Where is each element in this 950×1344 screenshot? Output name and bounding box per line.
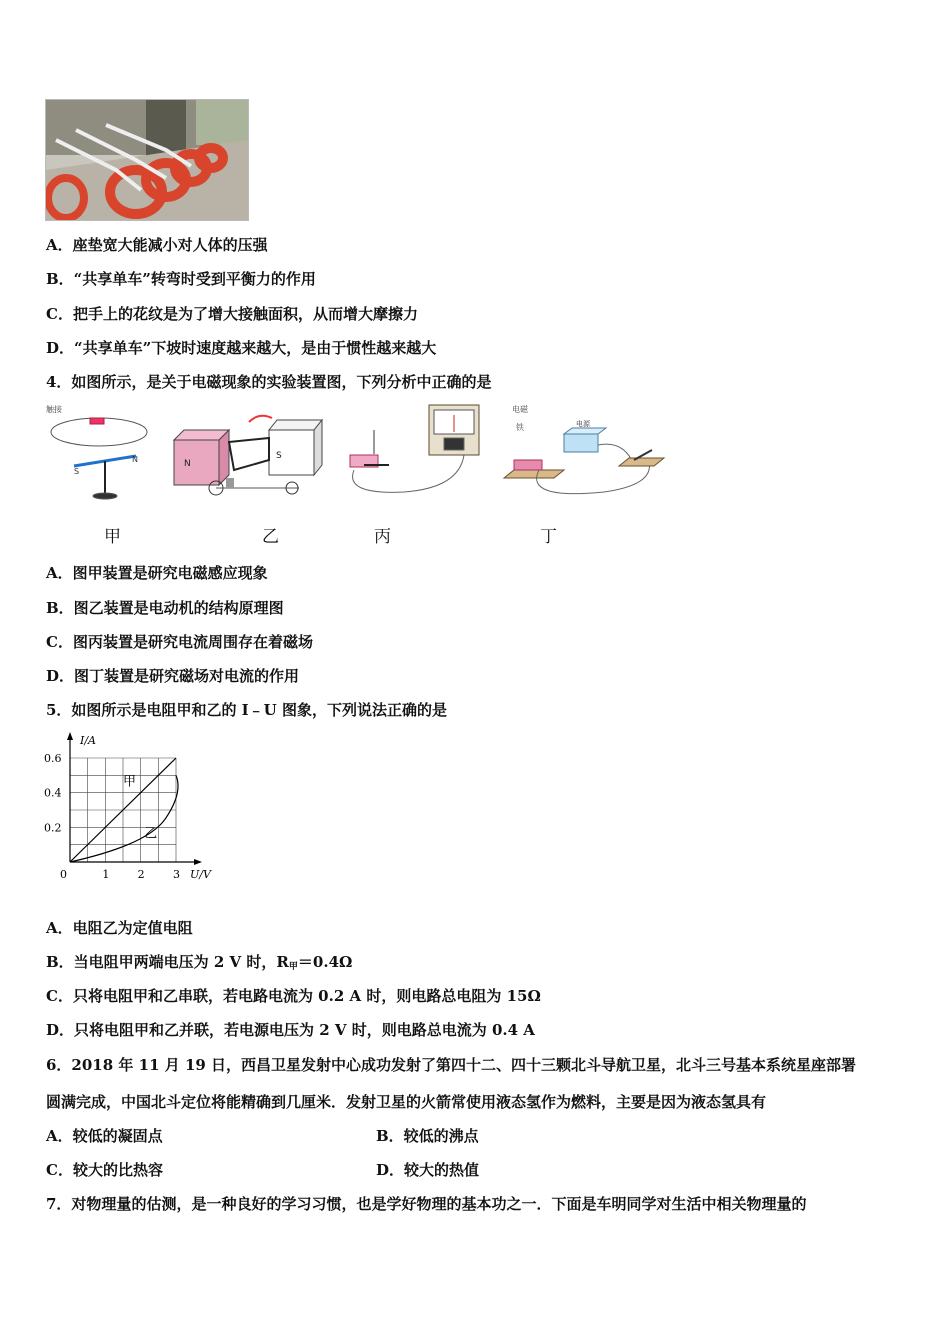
y-tick-label: 0.4	[44, 786, 62, 800]
q5-option-b-pre: B．当电阻甲两端电压为 2 V 时，R	[46, 953, 289, 971]
jia-s-label: S	[74, 467, 80, 476]
figure-ding	[504, 404, 664, 494]
figure-bing	[350, 405, 479, 492]
q6-stem-line1: 6．2018 年 11 月 19 日，西昌卫星发射中心成功发射了第四十二、四十三颗北斗导航卫星，北斗三号基本系统星座部署	[46, 1056, 857, 1074]
q3-option-d: D．“共享单车”下坡时速度越来越大，是由于惯性越来越大	[46, 339, 437, 357]
q6-option-a: A．较低的凝固点	[46, 1127, 163, 1145]
q5-option-d: D．只将电阻甲和乙并联，若电源电压为 2 V 时，则电路总电流为 0.4 A	[46, 1021, 535, 1039]
jia-n-label: N	[132, 455, 138, 464]
ding-box-label: 电源	[576, 420, 590, 428]
q3-option-a: A．座垫宽大能减小对人体的压强	[46, 236, 268, 254]
q4-option-c: C．图丙装置是研究电流周围存在着磁场	[46, 633, 313, 651]
q3-option-b: B．“共享单车”转弯时受到平衡力的作用	[46, 270, 316, 288]
q5-option-a: A．电阻乙为定值电阻	[46, 919, 193, 937]
q4-option-a: A．图甲装置是研究电磁感应现象	[46, 564, 268, 582]
ding-tag-1: 电磁	[512, 405, 528, 414]
x-tick-label: 3	[173, 868, 180, 881]
x-axis-label: U/V	[190, 868, 211, 881]
series-label-yi: 乙	[144, 826, 158, 842]
q6-option-d: D．较大的热值	[376, 1161, 480, 1179]
q6-option-b: B．较低的沸点	[376, 1127, 479, 1145]
q3-option-c: C．把手上的花纹是为了增大接触面积，从而增大摩擦力	[46, 305, 418, 323]
caption-ding: 丁	[540, 527, 557, 547]
q6-stem-line2: 圆满完成，中国北斗定位将能精确到几厘米．发射卫星的火箭常使用液态氢作为燃料，主要是因为液态氢具有	[46, 1093, 767, 1111]
q4-stem: 4．如图所示，是关于电磁现象的实验装置图，下列分析中正确的是	[46, 373, 492, 391]
y-axis-arrow	[67, 732, 73, 740]
jia-tag-label: 触接	[46, 405, 62, 414]
caption-jia: 甲	[104, 527, 121, 547]
x-axis-arrow	[194, 859, 202, 865]
q6-option-c: C．较大的比热容	[46, 1161, 163, 1179]
yi-n-label: N	[184, 459, 191, 469]
caption-bing: 丙	[374, 527, 391, 547]
q4-option-d: D．图丁装置是研究磁场对电流的作用	[46, 667, 300, 685]
y-axis-label: I/A	[80, 734, 96, 747]
figure-jia	[46, 404, 147, 499]
caption-yi: 乙	[262, 527, 279, 547]
q7-stem: 7．对物理量的估测，是一种良好的学习习惯，也是学好物理的基本功之一．下面是车明同学对生活中相关物理量的	[46, 1195, 807, 1213]
x-tick-label: 0	[60, 868, 67, 881]
q4-option-b: B．图乙装置是电动机的结构原理图	[46, 599, 284, 617]
q5-stem: 5．如图所示是电阻甲和乙的 I﹣U 图象，下列说法正确的是	[46, 701, 447, 719]
shared-bike-photo	[45, 99, 249, 221]
q5-option-b-sub: 甲	[288, 962, 298, 972]
q5-option-b	[46, 952, 352, 977]
ding-tag-2: 铁	[516, 423, 524, 432]
q4-figure	[44, 400, 684, 550]
figure-yi	[174, 416, 322, 495]
x-tick-label: 1	[102, 868, 110, 881]
q5-option-c: C．只将电阻甲和乙串联，若电路电流为 0.2 A 时，则电路总电阻为 15Ω	[46, 987, 541, 1005]
y-tick-label: 0.2	[44, 821, 62, 835]
yi-s-label: S	[276, 451, 282, 461]
x-tick-label: 2	[137, 868, 145, 881]
y-tick-label: 0.6	[44, 752, 62, 765]
q5-option-b-post: ＝0.4Ω	[297, 953, 353, 971]
iu-chart	[44, 730, 224, 890]
series-label-jia: 甲	[123, 774, 137, 790]
